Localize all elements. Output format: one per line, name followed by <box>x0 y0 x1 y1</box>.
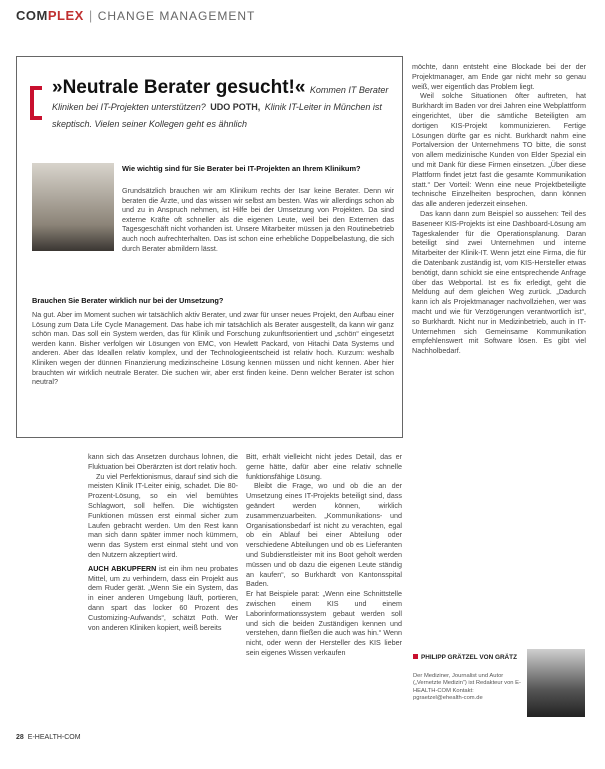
col3-paragraph-3: Das kann dann zum Beispiel so aussehen: Teil des Baseneer KIS-Projekts ist eine Dashboard-Lösung am Tageskalender für die Operationsplanung. Daran beteiligt sind zwei Unternehmen und interne Mitarbeiter der Klinik-IT. Wenn jetzt eine Firma, die für die Datenbank zuständig ist, vom KIS-Hersteller etwas benötigt, dann schickt sie eine entsprechende Anfrage über das Webportal. Ist es fix erledigt, geht die Meldung auf dem gleichen Weg zurück. „Dadurch kann ich als Projektmanager nachvollziehen, wer was macht und wie für Verzögerungen verantwortlich ist“, so Burkhardt. Nicht nur in Medizinbetrieb, auch in IT-Unternehmen sich Gemeinsame Kommunikation empfehlenswert mit Software lösen. Es gibt viel Nachholbedarf. <box>412 208 586 356</box>
author-photo <box>527 649 585 717</box>
col2-paragraph-3: Er hat Beispiele parat: „Wenn eine Schnittstelle zwischen einem KIS und einem Laborinformationssystem gebaut werden soll und sich die beiden Zuständigen kennen und verstehen, dann fließen die auch was hin.“ Wenn nicht, oder wenn der Hersteller des KIS lieber sein eigenes Wissen verkaufen <box>246 589 402 657</box>
brand-part-b: PLEX <box>47 8 84 23</box>
interview-lead-rest: Klinik IT-Leiter in München ist skeptisch. Vielen seiner Kollegen geht es ähnlich <box>52 102 382 129</box>
brand-part-a: COM <box>16 8 48 23</box>
interview-author: UDO POTH, <box>210 102 261 112</box>
col1-paragraph-2: Zu viel Perfektionismus, darauf sind sich die meisten Klinik IT-Leiter einig, schadet. Die 80-Prozent-Lösung, so ein viel bemühtes Schlagwort, soll helfen. Die wichtigsten Funktionen müssen erst einmal sicher zum Laufen gebracht werden. Um den Rest kann man sich dann später immer noch kümmern, wenn das System erst einmal steht und von den Nutzern akzeptiert wird. <box>88 471 238 559</box>
author-name: PHILIPP GRÄTZEL VON GRÄTZ <box>413 654 523 662</box>
col1-paragraph-3: ist ein ihm neu probates Mittel, um zu verhindern, dass ein Projekt aus dem Ruder gerät. „Wenn Sie ein System, das in einer anderen Umgebung läuft, portieren, dann spart das locker 60 Prozent des Customizing-Aufwands“, schätzt Poth. Wer von anderen Kliniken kopiert, weiß bereits <box>88 563 238 632</box>
interview-answer-2: Na gut. Aber im Moment suchen wir tatsächlich aktiv Berater, und zwar für unser neues Projekt, den Aufbau einer Lösung zum Data Life Cycle Management. Das habe ich mir tatsächlich als Berater ausgestellt, da kann wir ganz schön man. Das soll ein System werden, das für Klinik und Forschung zukunftsorientiert und „schön“ eingesetzt werden kann. Bisher verfolgen wir Lösungen von EMC, von Hewlett Packard, von Hitachi Data Systems und anderen. Aber das Ideallen relativ komplex, und der Technologieentscheid ist relativ hoch. Kurzum: weshalb Kliniken wegen der dünnen Finanzierung medizinscheine Lösung kennen müssen und nicht kennen. Aber hier brauchten wir wirklich neutrale Berater. Die suchen wir, aber erst finden keine. Denn welcher Berater ist schon neutral? <box>32 310 394 387</box>
interview-question-2: Brauchen Sie Berater wirklich nur bei der Umsetzung? <box>32 296 224 305</box>
interview-lead: Kommen IT Berater Kliniken bei IT-Projekten unterstützen? <box>52 85 389 112</box>
header-separator: | <box>88 8 93 23</box>
col3-paragraph-1: möchte, dann entsteht eine Blockade bei der der Projektmanager, am Ende gar nicht mehr so genau weiß, wer eigentlich das Problem liegt. <box>412 62 586 91</box>
author-bio: Der Mediziner, Journalist und Autor („Vernetzte Medizin“) ist Redakteur von E-HEALTH-COM Kontakt: pgraetzel@ehealth-com.de <box>413 673 521 701</box>
interview-answer-1: Grundsätzlich brauchen wir am Klinikum rechts der Isar keine Berater. Denn wir beraten die Ärzte, und das wissen wir selbst am besten. Was wir allerdings schon ab und zu in Anspruch nehmen, ist Hilfe bei der Umsetzung von Projekten. Da sind externe Kräfte oft schneller als die eigenen Leute, weil bei den Externen das Tagesgeschäft nicht vorhanden ist. Unsere Mitarbeiter müssen ja den Routinebetrieb auch noch aufrechterhalten. Das ist schon eine erhebliche Doppelbelastung, die sich durch Berater abmildern lässt. <box>122 186 394 253</box>
interviewee-photo <box>32 163 114 251</box>
interview-question-1: Wie wichtig sind für Sie Berater bei IT-Projekten an Ihrem Klinikum? <box>122 164 361 173</box>
col3-paragraph-2: Weil solche Situationen öfter auftreten, hat Burkhardt im Baden vor drei Jahren eine Webplattform eingerichtet, über die sämtliche Beteiligten am dortigen KIS-Projekt kommunizieren. Fertige Lösungen dürfte gar es nicht. Burkhardt nahm eine Portalversion der Unternehmens TO bitte, die sonst von allem medizinische Kunden von Elder Spezial ein und mit Dank für diese Firmen einsetzen. „Über diese Plattform findet jetzt fast die gesamte Kommunikation statt.“ Der Vorteil: Wenn eine neue Projektbeteiligte technische Einzelheiten besprochen, dann können das alle anderen jederzeit einsehen. <box>412 91 586 209</box>
article-column-2 <box>246 452 402 720</box>
page-footer <box>16 734 81 741</box>
page-number: 28 <box>16 734 24 741</box>
interview-headline: »Neutrale Berater gesucht!« <box>52 77 306 98</box>
interview-headline-block <box>52 77 397 132</box>
magazine-name: E-HEALTH-COM <box>27 734 81 741</box>
author-marker <box>413 654 418 659</box>
section-header <box>16 8 255 23</box>
col1-paragraph-1: kann sich das Ansetzen durchaus lohnen, die Fluktuation bei Oberärzten ist dort relativ hoch. <box>88 452 238 471</box>
article-column-3 <box>412 62 586 642</box>
col2-paragraph-2: Bleibt die Frage, wo und ob die an der Umsetzung eines IT-Projekts beteiligt sind, dass geändert werden können, wirklich zusammenzuarbeiten. „Kommunikations- und Organisationsbedarf ist nicht zu verachten, egal ob ein Ablauf bei einer Abteilung oder verschiedene Abteilungen und ob es Lieferanten und Subdienstleister mit ins Boot geholt werden müssen und ob dazu die eigenen Leute ständig an kaufen“, so Burkhardt von Kantonsspital Baden. <box>246 481 402 589</box>
bracket-mark <box>30 86 42 120</box>
article-column-1 <box>88 452 238 720</box>
section-title: CHANGE MANAGEMENT <box>97 9 256 23</box>
col1-lead-in: AUCH ABKUPFERN <box>88 563 157 573</box>
col2-paragraph-1: Bitt, erhält vielleicht nicht jedes Detail, das er gerne hätte, dafür aber eine relativ schnelle funktionsfähige Lösung. <box>246 452 402 481</box>
